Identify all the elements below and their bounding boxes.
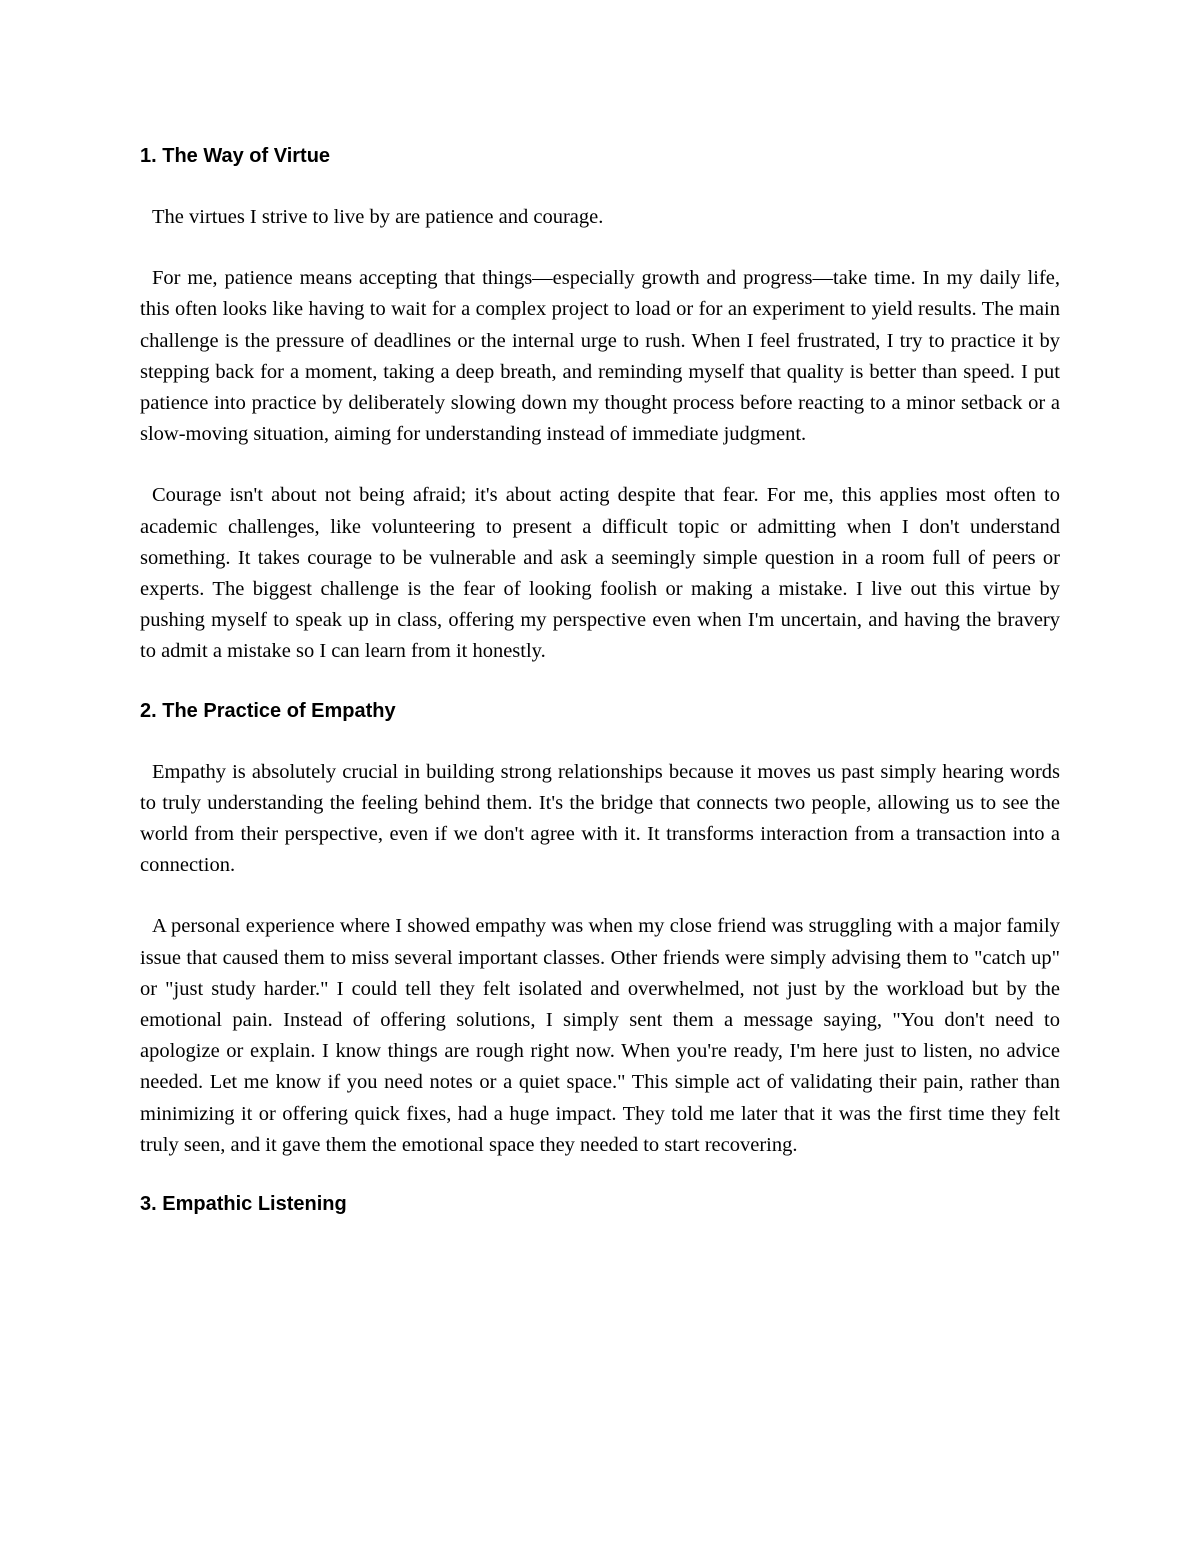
paragraph-virtues-intro: The virtues I strive to live by are patience and courage.: [152, 206, 604, 228]
paragraph-empathy-experience: A personal experience where I showed empathy was when my close friend was struggling with a major family issue that caused them to miss several important classes. Other friends were simply advising them to "catch up" or "just study harder." I could tell they felt isolated and overwhelmed, not just by the workload but by the emotional pain. Instead of offering solutions, I simply sent them a message saying, "You don't need to apologize or explain. I know things are rough right now. When you're ready, I'm here just to listen, no advice needed. Let me know if you need notes or a quiet space." This simple act of validating their pain, rather than minimizing it or offering quick fixes, had a huge impact. They told me later that it was the first time they felt truly seen, and it gave them the emotional space they needed to start recovering.: [140, 915, 1060, 1156]
section-heading-listening: 3. Empathic Listening: [140, 1193, 347, 1216]
paragraph-empathy-importance: Empathy is absolutely crucial in building strong relationships because it moves us past simply hearing words to truly understanding the feeling behind them. It's the bridge that connects two people, allowing us to see the world from their perspective, even if we don't agree with it. It transforms interaction from a transaction into a connection.: [140, 760, 1060, 877]
paragraph-patience: For me, patience means accepting that things—especially growth and progress—take time. In my daily life, this often looks like having to wait for a complex project to load or for an experiment to yield results. The main challenge is the pressure of deadlines or the internal urge to rush. When I feel frustrated, I try to practice it by stepping back for a moment, taking a deep breath, and reminding myself that quality is better than speed. I put patience into practice by deliberately slowing down my thought process before reacting to a minor setback or a slow-moving situation, aiming for understanding instead of immediate judgment.: [140, 267, 1060, 446]
section-heading-empathy: 2. The Practice of Empathy: [140, 699, 396, 722]
section-heading-virtue: 1. The Way of Virtue: [140, 145, 331, 167]
document-body: [140, 138, 1060, 1222]
paragraph-courage: Courage isn't about not being afraid; it's about acting despite that fear. For me, this applies most often to academic challenges, like volunteering to present a difficult topic or admitting when I don't understand something. It takes courage to be vulnerable and ask a seemingly simple question in a room full of peers or experts. The biggest challenge is the fear of looking foolish or making a mistake. I live out this virtue by pushing myself to speak up in class, offering my perspective even when I'm uncertain, and having the bravery to admit a mistake so I can learn from it honestly.: [140, 484, 1060, 663]
